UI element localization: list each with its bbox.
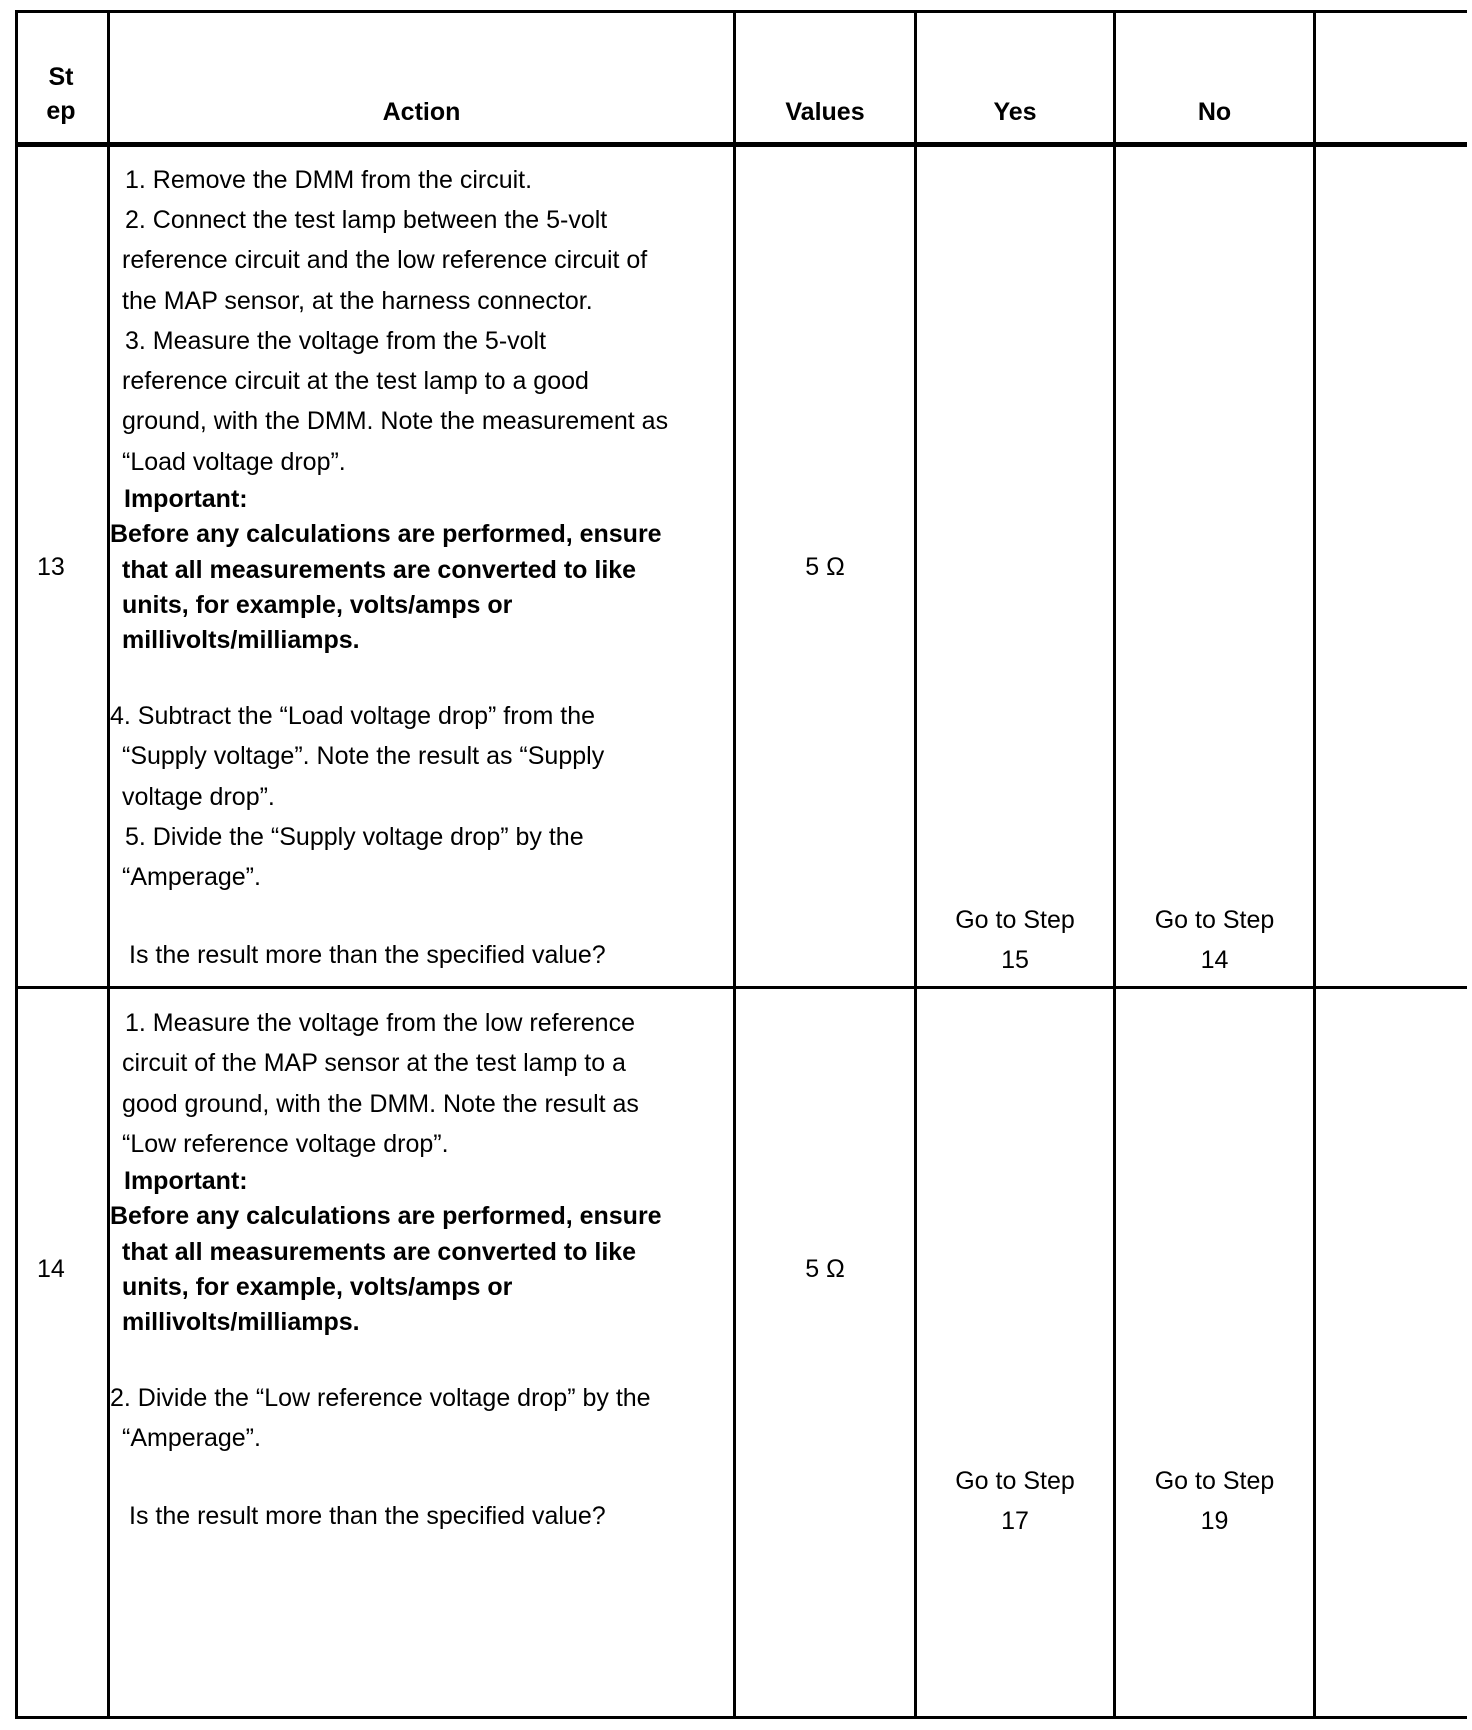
no-goto-label: Go to Step (1154, 906, 1275, 934)
no-cell (1116, 900, 1313, 980)
action-line: 3. Measure the voltage from the 5-volt (125, 327, 547, 355)
yes-goto-step: 15 (1001, 946, 1029, 974)
header-no: No (1197, 98, 1232, 126)
action-line: 4. Subtract the “Load voltage drop” from the (110, 702, 595, 730)
step-number: 13 (37, 553, 65, 581)
action-line: voltage drop”. (122, 783, 275, 811)
header-values: Values (785, 98, 865, 126)
header-bottom-border (15, 142, 1467, 147)
yes-goto-label: Go to Step (955, 1467, 1075, 1495)
yes-cell (917, 900, 1113, 980)
column-divider (107, 10, 110, 1719)
important-note-line: that all measurements are converted to like (122, 1238, 637, 1266)
header-step-line2: ep (46, 97, 76, 125)
action-line: 2. Divide the “Low reference voltage drop” by the (110, 1384, 651, 1412)
action-line: 1. Remove the DMM from the circuit. (125, 166, 533, 194)
diagnostic-table (15, 10, 1467, 1720)
action-line: “Amperage”. (122, 1424, 261, 1452)
step-number: 14 (37, 1255, 65, 1283)
table-left-border (15, 10, 18, 1719)
table-top-border (15, 10, 1467, 13)
action-line: reference circuit at the test lamp to a good (122, 367, 589, 395)
action-line: the MAP sensor, at the harness connector. (122, 287, 593, 315)
header-step-line1: St (48, 63, 74, 91)
no-goto-label: Go to Step (1154, 1467, 1275, 1495)
table-bottom-border (15, 1716, 1467, 1719)
yes-goto-step: 17 (1001, 1507, 1029, 1535)
important-note-line: units, for example, volts/amps or (122, 1273, 513, 1301)
header-action: Action (382, 98, 461, 126)
important-note-line: millivolts/milliamps. (122, 1308, 360, 1336)
yes-cell (917, 1461, 1113, 1541)
action-line: “Amperage”. (122, 863, 261, 891)
value-cell: 5 Ω (805, 1255, 845, 1283)
action-question: Is the result more than the specified value? (129, 1502, 606, 1530)
action-line: “Supply voltage”. Note the result as “Supply (122, 742, 605, 770)
action-line: ground, with the DMM. Note the measurement as (122, 407, 669, 435)
no-cell (1116, 1461, 1313, 1541)
no-goto-step: 14 (1200, 946, 1229, 974)
column-divider (733, 10, 736, 1719)
header-yes: Yes (993, 98, 1037, 126)
important-note-line: units, for example, volts/amps or (122, 591, 513, 619)
action-line: “Load voltage drop”. (122, 448, 346, 476)
header-step (15, 62, 107, 126)
action-line: good ground, with the DMM. Note the result as (122, 1090, 639, 1118)
action-line: 1. Measure the voltage from the low reference (125, 1009, 635, 1037)
table-right-border (1313, 10, 1316, 1719)
important-note-line: Before any calculations are performed, ensure (110, 520, 662, 548)
action-line: “Low reference voltage drop”. (122, 1130, 449, 1158)
important-note-line: millivolts/milliamps. (122, 626, 360, 654)
important-note-line: Before any calculations are performed, ensure (110, 1202, 662, 1230)
important-label: Important: (124, 1167, 248, 1195)
row-divider (15, 986, 1467, 989)
yes-goto-label: Go to Step (955, 906, 1075, 934)
action-line: 2. Connect the test lamp between the 5-volt (125, 206, 608, 234)
important-note-line: that all measurements are converted to like (122, 556, 637, 584)
important-label: Important: (124, 485, 248, 513)
value-cell: 5 Ω (805, 553, 845, 581)
no-goto-step: 19 (1200, 1507, 1229, 1535)
action-line: reference circuit and the low reference circuit of (122, 246, 648, 274)
action-question: Is the result more than the specified value? (129, 941, 606, 969)
action-line: circuit of the MAP sensor at the test lamp to a (122, 1049, 626, 1077)
action-line: 5. Divide the “Supply voltage drop” by the (125, 823, 584, 851)
